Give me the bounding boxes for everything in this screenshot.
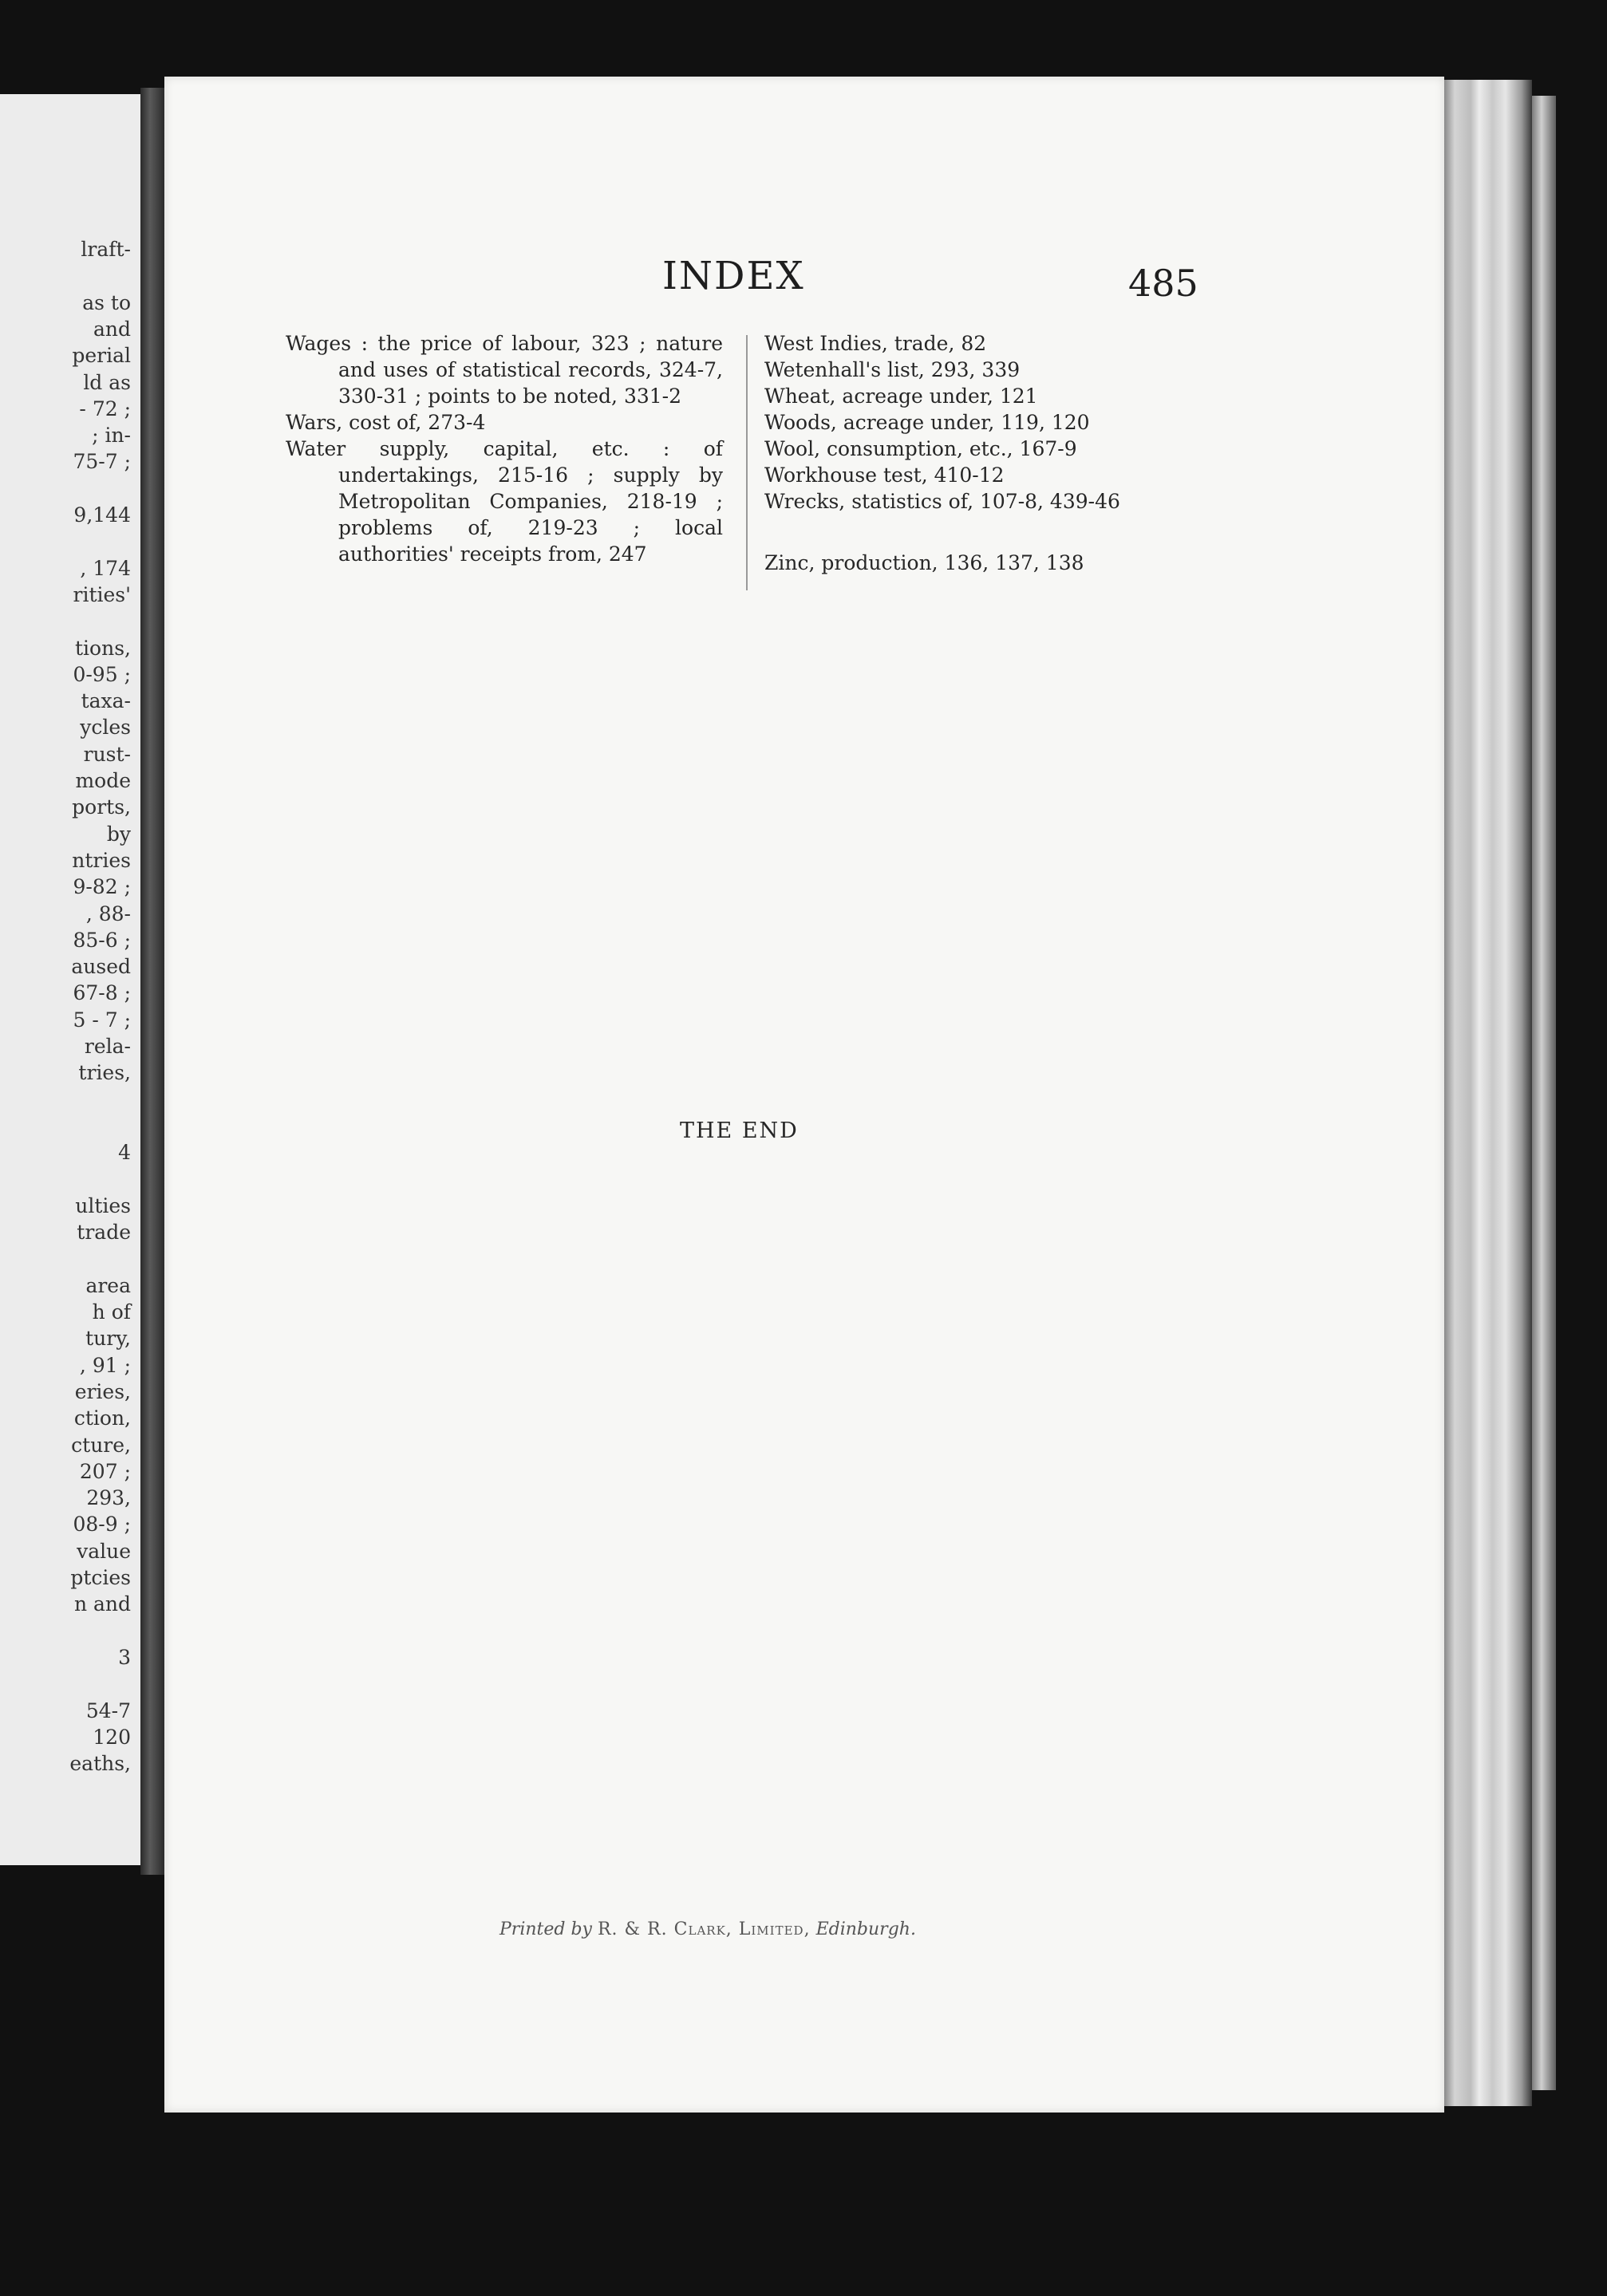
facing-page-line: , 88- xyxy=(85,901,131,925)
index-entry: Wetenhall's list, 293, 339 xyxy=(764,358,1021,381)
facing-page-line: taxa- xyxy=(81,689,131,713)
facing-page-line: and xyxy=(93,317,131,341)
facing-page-line: lraft- xyxy=(81,238,131,261)
facing-page-line: 0-95 ; xyxy=(73,662,131,686)
facing-page-line: tions, xyxy=(75,636,131,660)
facing-page-line: 207 ; xyxy=(79,1459,131,1483)
facing-page-line: tries, xyxy=(78,1061,131,1085)
facing-page-line: 75-7 ; xyxy=(73,450,131,474)
index-column-right xyxy=(764,330,1211,576)
facing-page-line: rela- xyxy=(84,1035,131,1058)
running-head: INDEX xyxy=(662,254,805,298)
book-gutter xyxy=(140,88,164,1875)
facing-page-line: n and xyxy=(73,1592,131,1616)
index-entry: Water supply, capital, etc. : of undertakings, 215-16 ; supply by Metropolitan Companies, 218-19 ; problems of, 219-23 ; local authorities' receipts from, 247 xyxy=(286,437,723,566)
facing-page-line: 4 xyxy=(118,1141,131,1165)
facing-page-line: 08-9 ; xyxy=(73,1513,131,1537)
facing-page-line: rust- xyxy=(83,742,131,766)
imprint-printed-by: Printed by xyxy=(499,1919,592,1939)
index-entry: Woods, acreage under, 119, 120 xyxy=(764,411,1090,434)
facing-page-line: 9,144 xyxy=(73,503,131,527)
facing-page-line: ; in- xyxy=(92,424,131,448)
index-column-left xyxy=(286,330,723,567)
facing-page-line: 5 - 7 ; xyxy=(73,1008,131,1032)
page-number: 485 xyxy=(1128,262,1198,305)
facing-page-line: rities' xyxy=(73,582,131,606)
facing-page-line: ptcies xyxy=(70,1566,131,1589)
facing-page-line: mode xyxy=(75,769,131,792)
facing-page-line: - 72 ; xyxy=(79,396,131,420)
facing-page-line: ntries xyxy=(72,848,131,872)
facing-page-line: ulties xyxy=(75,1193,131,1217)
index-entry: Wheat, acreage under, 121 xyxy=(764,385,1038,408)
the-end: THE END xyxy=(680,1118,799,1143)
facing-page-line: tury, xyxy=(85,1327,131,1351)
index-entry: Workhouse test, 410-12 xyxy=(764,464,1005,487)
facing-page-line: by xyxy=(106,822,131,846)
printer-imprint xyxy=(499,1919,916,1939)
facing-page-line: eaths, xyxy=(69,1752,131,1776)
facing-page-line: ports, xyxy=(72,795,131,819)
facing-page-line: 120 xyxy=(93,1725,131,1749)
index-entry: Wars, cost of, 273-4 xyxy=(286,411,486,434)
facing-page-line: trade xyxy=(77,1221,131,1245)
facing-page-line: cture, xyxy=(71,1433,131,1457)
index-entry: Wrecks, statistics of, 107-8, 439-46 xyxy=(764,490,1120,513)
facing-page-line: ld as xyxy=(83,370,131,394)
page-edges xyxy=(1444,80,1532,2106)
facing-page-line: 3 xyxy=(118,1645,131,1669)
facing-page-line: 85-6 ; xyxy=(73,928,131,952)
facing-page-line: , 91 ; xyxy=(79,1353,131,1377)
imprint-place: Edinburgh. xyxy=(815,1919,916,1939)
imprint-printer: R. & R. Clark, Limited, xyxy=(597,1919,811,1939)
facing-page-line: ycles xyxy=(80,716,131,740)
index-entry: Wages : the price of labour, 323 ; nature and uses of statistical records, 324-7, 330-31 ; points to be noted, 331-2 xyxy=(286,332,723,408)
facing-page-line: ction, xyxy=(73,1406,131,1430)
index-entry: Wool, consumption, etc., 167-9 xyxy=(764,437,1077,460)
facing-page-line: value xyxy=(77,1539,131,1563)
facing-page-line: 293, xyxy=(86,1486,131,1510)
facing-page-line: h of xyxy=(92,1300,131,1324)
index-entry: West Indies, trade, 82 xyxy=(764,332,987,355)
cover-edge xyxy=(1532,96,1556,2090)
facing-page-line: aused xyxy=(71,955,131,979)
facing-page xyxy=(0,94,140,1865)
facing-page-line: as to xyxy=(82,290,131,314)
facing-page-line: area xyxy=(85,1273,131,1297)
facing-page-line: eries, xyxy=(74,1379,131,1403)
facing-page-line: 54-7 xyxy=(85,1698,131,1722)
facing-page-line: , 174 xyxy=(80,556,131,580)
facing-page-line: 67-8 ; xyxy=(73,981,131,1005)
column-rule xyxy=(746,335,748,590)
facing-page-line: 9-82 ; xyxy=(73,875,131,899)
index-entry: Zinc, production, 136, 137, 138 xyxy=(764,551,1084,574)
facing-page-line: perial xyxy=(72,344,131,368)
